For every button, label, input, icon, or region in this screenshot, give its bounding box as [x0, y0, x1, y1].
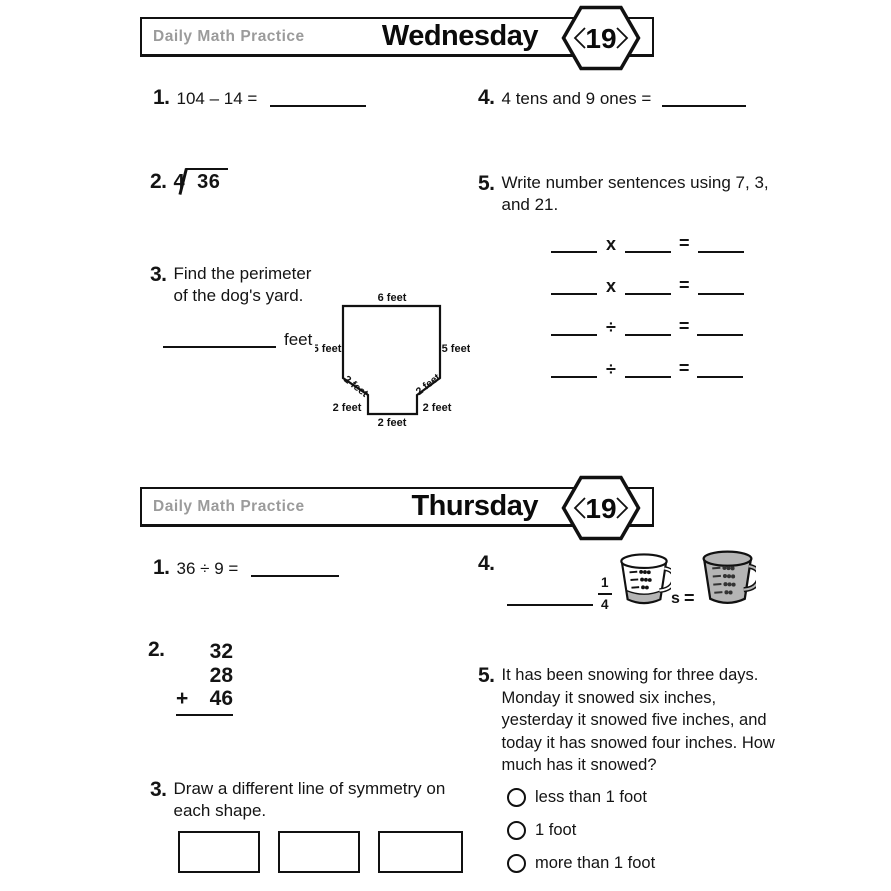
problem-number: 2.: [150, 170, 167, 193]
answer-blank[interactable]: [625, 310, 671, 336]
problem-text-line: much has it snowed?: [501, 756, 657, 774]
equals-sign: =: [678, 357, 690, 378]
problem-text-line2: of the dog's yard.: [173, 286, 304, 305]
fraction-numerator: 1: [598, 576, 612, 595]
radio-circle[interactable]: [507, 788, 526, 807]
problem-text: 36 ÷ 9 =: [176, 559, 239, 578]
symmetry-shape-3[interactable]: [378, 831, 463, 873]
number-sentence-blanks: [551, 229, 744, 395]
brand-label: Daily Math Practice: [153, 497, 305, 515]
answer-blank[interactable]: [698, 227, 744, 253]
option-more-than-1-foot: [507, 854, 655, 873]
yard-polygon: [343, 306, 440, 414]
equation-row: [551, 312, 744, 336]
addend: 32: [209, 640, 233, 663]
wednesday-problem-4: [478, 86, 746, 110]
vertical-addition: [176, 640, 233, 716]
label-side-right: 2 feet: [422, 402, 452, 414]
equation-row: [551, 354, 744, 378]
long-division: [174, 171, 229, 193]
answer-blank[interactable]: [551, 310, 597, 336]
addend: 28: [209, 663, 233, 687]
problem-number: 5.: [478, 172, 495, 195]
problem-text-line: Monday it snowed six inches,: [501, 688, 717, 707]
equation-row: [551, 271, 744, 295]
addend: 46: [209, 687, 233, 710]
problem-text-line2: and 21.: [501, 195, 559, 214]
label-diag-left: 2 feet: [341, 373, 371, 400]
answer-blank[interactable]: [551, 227, 597, 253]
problem-number: 5.: [478, 664, 495, 687]
wednesday-title: Wednesday: [381, 20, 538, 52]
dog-yard-diagram: [315, 290, 470, 435]
problem-text: 104 – 14 =: [176, 89, 258, 108]
option-label: more than 1 foot: [535, 854, 656, 872]
perimeter-answer-row: [163, 330, 312, 350]
problem-text-line1: Write number sentences using 7, 3,: [501, 173, 769, 192]
divisor: 4: [173, 171, 186, 193]
unit-label: feet: [284, 330, 313, 349]
problem-text-line: today it has snowed four inches. How: [501, 733, 775, 752]
operator: ÷: [606, 317, 616, 337]
symmetry-shape-2[interactable]: [278, 831, 360, 873]
problem-text-line1: Draw a different line of symmetry on: [173, 779, 446, 798]
answer-blank[interactable]: [698, 269, 744, 295]
wednesday-badge-number: 19: [585, 23, 617, 54]
option-1-foot: [507, 821, 576, 840]
label-diag-right: 2 feet: [413, 371, 443, 398]
problem-text-line1: Find the perimeter: [173, 264, 312, 283]
operator: ÷: [606, 358, 616, 379]
brand-label: Daily Math Practice: [153, 27, 305, 45]
thursday-badge-hexagon-icon: [560, 475, 642, 541]
thursday-problem-2: [148, 638, 172, 662]
label-right: 5 feet: [441, 343, 470, 355]
problem-text-line: yesterday it snowed five inches, and: [501, 711, 767, 729]
equals-sign: =: [684, 588, 695, 608]
thursday-title: Thursday: [411, 490, 538, 522]
thursday-badge-number: 19: [585, 493, 617, 524]
label-side-left: 2 feet: [332, 402, 362, 414]
option-label: less than 1 foot: [535, 788, 647, 806]
thursday-problem-3: [150, 778, 445, 822]
problem-number: 4.: [478, 552, 495, 575]
wednesday-badge-hexagon-icon: [560, 5, 642, 71]
thursday-problem-1: [153, 556, 339, 580]
answer-blank[interactable]: [662, 102, 746, 107]
label-bottom: 2 feet: [377, 417, 407, 429]
problem-number: 3.: [150, 263, 167, 286]
problem-text: 4 tens and 9 ones =: [501, 89, 652, 108]
answer-blank[interactable]: [507, 601, 593, 606]
answer-blank[interactable]: [625, 269, 671, 295]
option-label: 1 foot: [535, 821, 577, 839]
problem-number: 1.: [153, 556, 170, 579]
plus-sign: +: [176, 687, 189, 710]
answer-blank[interactable]: [697, 310, 743, 336]
problem-number: 3.: [150, 778, 167, 801]
measuring-cup-full-icon: [699, 547, 756, 615]
label-top: 6 feet: [377, 292, 407, 304]
wednesday-problem-2: [150, 168, 228, 194]
option-less-than-1-foot: [507, 788, 647, 807]
answer-blank[interactable]: [625, 352, 671, 378]
problem-number: 4.: [478, 86, 495, 109]
problem-text-line2: each shape.: [173, 801, 267, 820]
equals-sign: =: [678, 316, 690, 336]
answer-blank[interactable]: [551, 352, 597, 378]
label-left: 5 feet: [315, 343, 342, 355]
cups-suffix: s: [671, 590, 680, 607]
problem-number: 2.: [148, 638, 165, 661]
fraction-one-fourth: [598, 576, 612, 611]
equals-sign: =: [679, 233, 690, 253]
equation-row: [551, 229, 744, 253]
measuring-cup-quarter-icon: [617, 550, 671, 615]
answer-blank[interactable]: [697, 352, 743, 378]
answer-blank[interactable]: [270, 102, 366, 107]
wednesday-problem-3: [150, 263, 311, 307]
wednesday-problem-1: [153, 86, 366, 110]
problem-number: 1.: [153, 86, 170, 109]
answer-blank[interactable]: [163, 343, 276, 348]
answer-blank[interactable]: [625, 227, 671, 253]
answer-blank[interactable]: [251, 572, 339, 577]
answer-blank[interactable]: [551, 269, 597, 295]
dividend: 36: [186, 168, 228, 194]
operator: x: [606, 234, 617, 254]
equals-sign: =: [679, 274, 690, 295]
operator: x: [606, 275, 617, 296]
radio-circle[interactable]: [507, 854, 526, 873]
thursday-problem-5: [478, 664, 802, 777]
fraction-denominator: 4: [601, 596, 609, 612]
problem-text-line: It has been snowing for three days.: [501, 666, 759, 684]
radio-circle[interactable]: [507, 821, 526, 840]
thursday-problem-4: [478, 552, 502, 576]
wednesday-problem-5: [478, 172, 769, 216]
symmetry-shape-1[interactable]: [178, 831, 260, 873]
